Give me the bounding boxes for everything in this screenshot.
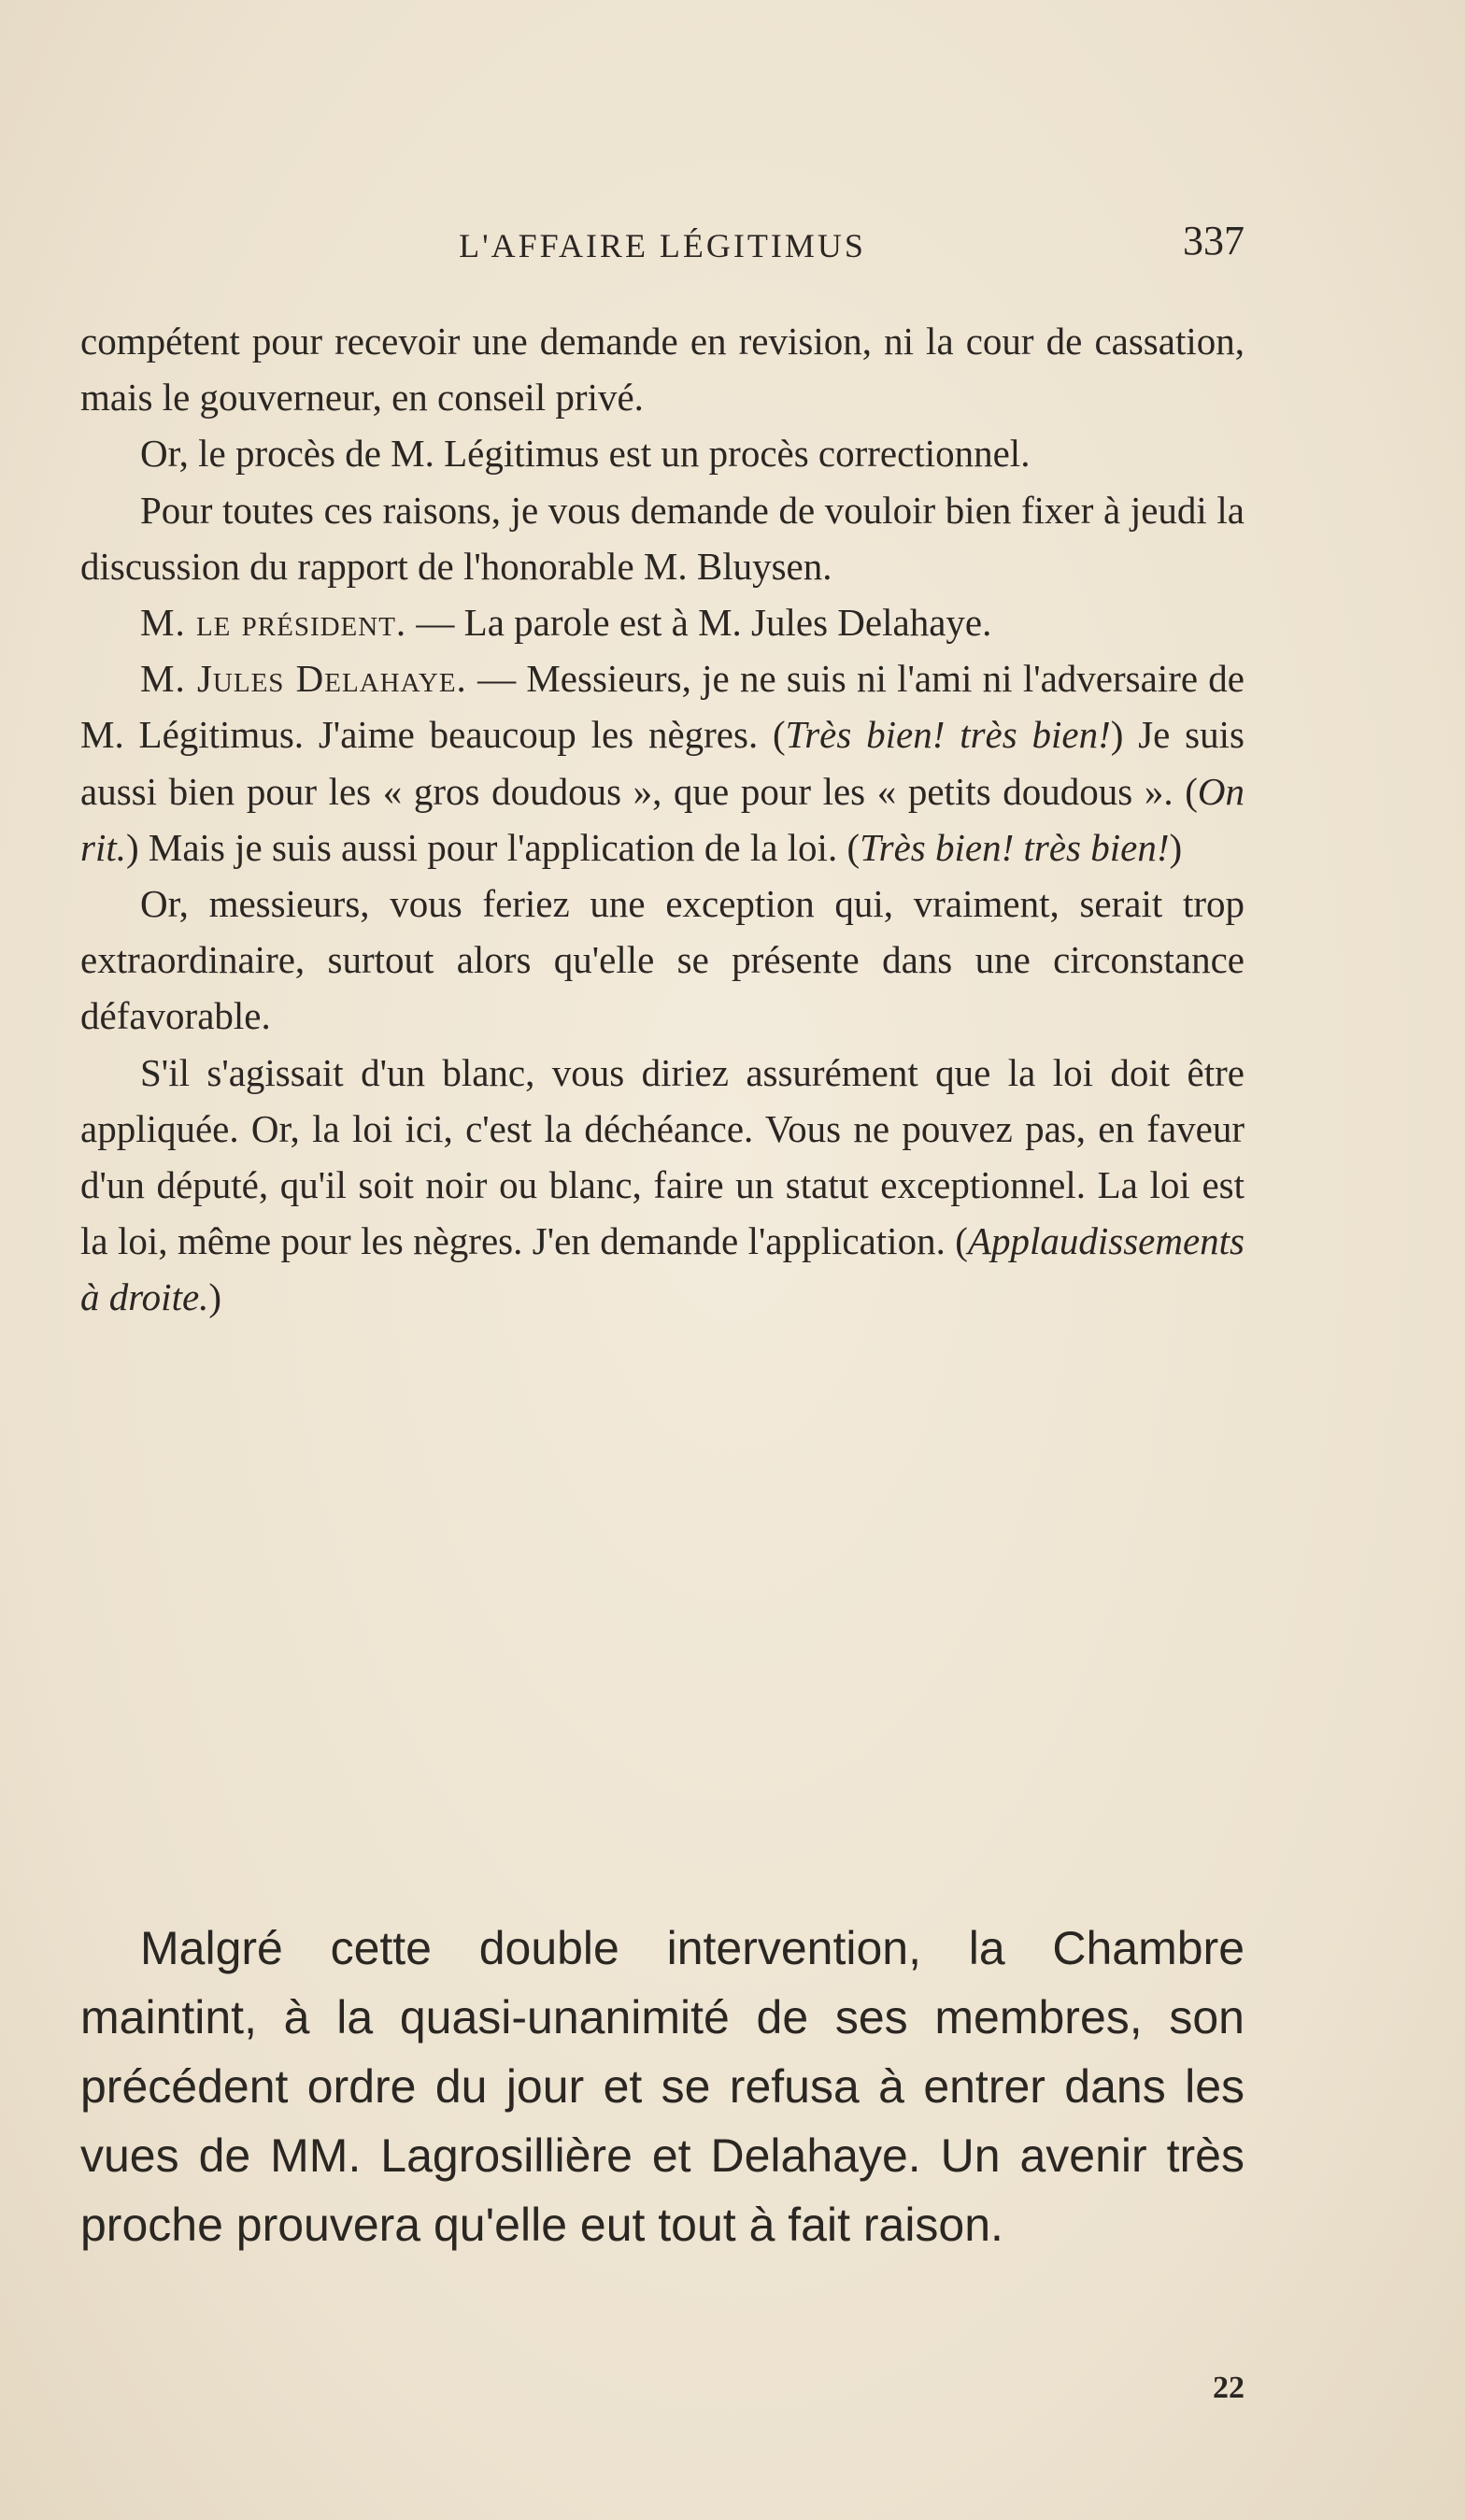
speech-text: — La parole est à M. Jules Delahaye. <box>406 601 992 645</box>
paragraph <box>80 1045 1245 1326</box>
speech-text: ) Je suis aussi bien pour les « gros doudous », que pour les « petits doudous ». ( <box>80 713 1245 813</box>
stage-direction: Très bien! très bien! <box>785 713 1111 757</box>
paragraph-speaker-delahaye <box>80 650 1245 876</box>
speech-text: ) <box>1169 825 1183 869</box>
paragraph: Or, messieurs, vous feriez une exception qui, vraiment, serait trop extraordinaire, surtout alors qu'elle se présente dans une circonstance défavorable. <box>80 882 1245 1038</box>
speech-text: S'il s'agissait d'un blanc, vous diriez assurément que la loi doit être appliquée. Or, la loi ici, c'est la déchéance. Vous ne pouvez pas, en faveur d'un député, qu'il soit noir ou blanc, faire un statut exceptionnel. La loi est la loi, même pour les nègres. J'en demande l'application. ( <box>80 1050 1245 1263</box>
speech-text: ) <box>208 1275 222 1319</box>
speech-text: ) Mais je suis aussi pour l'application de la loi. ( <box>126 825 861 869</box>
running-head <box>80 217 1245 273</box>
page-number: 337 <box>1183 218 1245 263</box>
body-text <box>80 313 1245 1326</box>
speaker-name: M. Jules Delahaye. <box>140 657 467 701</box>
conclusion-paragraph: Malgré cette double intervention, la Chambre maintint, à la quasi-unanimité de ses membres, son précédent ordre du jour et se refusa à entrer dans les vues de MM. Lagrosillière et Delahaye. Un avenir très proche prouvera qu'elle eut tout à fait raison. <box>80 1922 1245 2251</box>
signature-mark: 22 <box>1213 2371 1245 2405</box>
stage-direction: Très bien! très bien! <box>860 825 1170 869</box>
paragraph-speaker-president <box>80 594 1245 650</box>
paragraph: compétent pour recevoir une demande en revision, ni la cour de cassation, mais le gouverneur, en conseil privé. <box>80 320 1245 420</box>
speech-text: — Messieurs, je ne suis ni l'ami ni l'adversaire de M. Légitimus. J'aime beaucoup les nègres. ( <box>80 657 1245 757</box>
stage-direction: On rit. <box>80 769 1245 869</box>
stage-direction: Applaudissements à droite. <box>80 1219 1245 1319</box>
paragraph: Or, le procès de M. Légitimus est un procès correctionnel. <box>140 432 1031 476</box>
speaker-name: M. le président. <box>140 601 407 645</box>
running-title: L'AFFAIRE LÉGITIMUS <box>459 227 866 264</box>
paragraph: Pour toutes ces raisons, je vous demande de vouloir bien fixer à jeudi la discussion du rapport de l'honorable M. Bluysen. <box>80 488 1245 588</box>
